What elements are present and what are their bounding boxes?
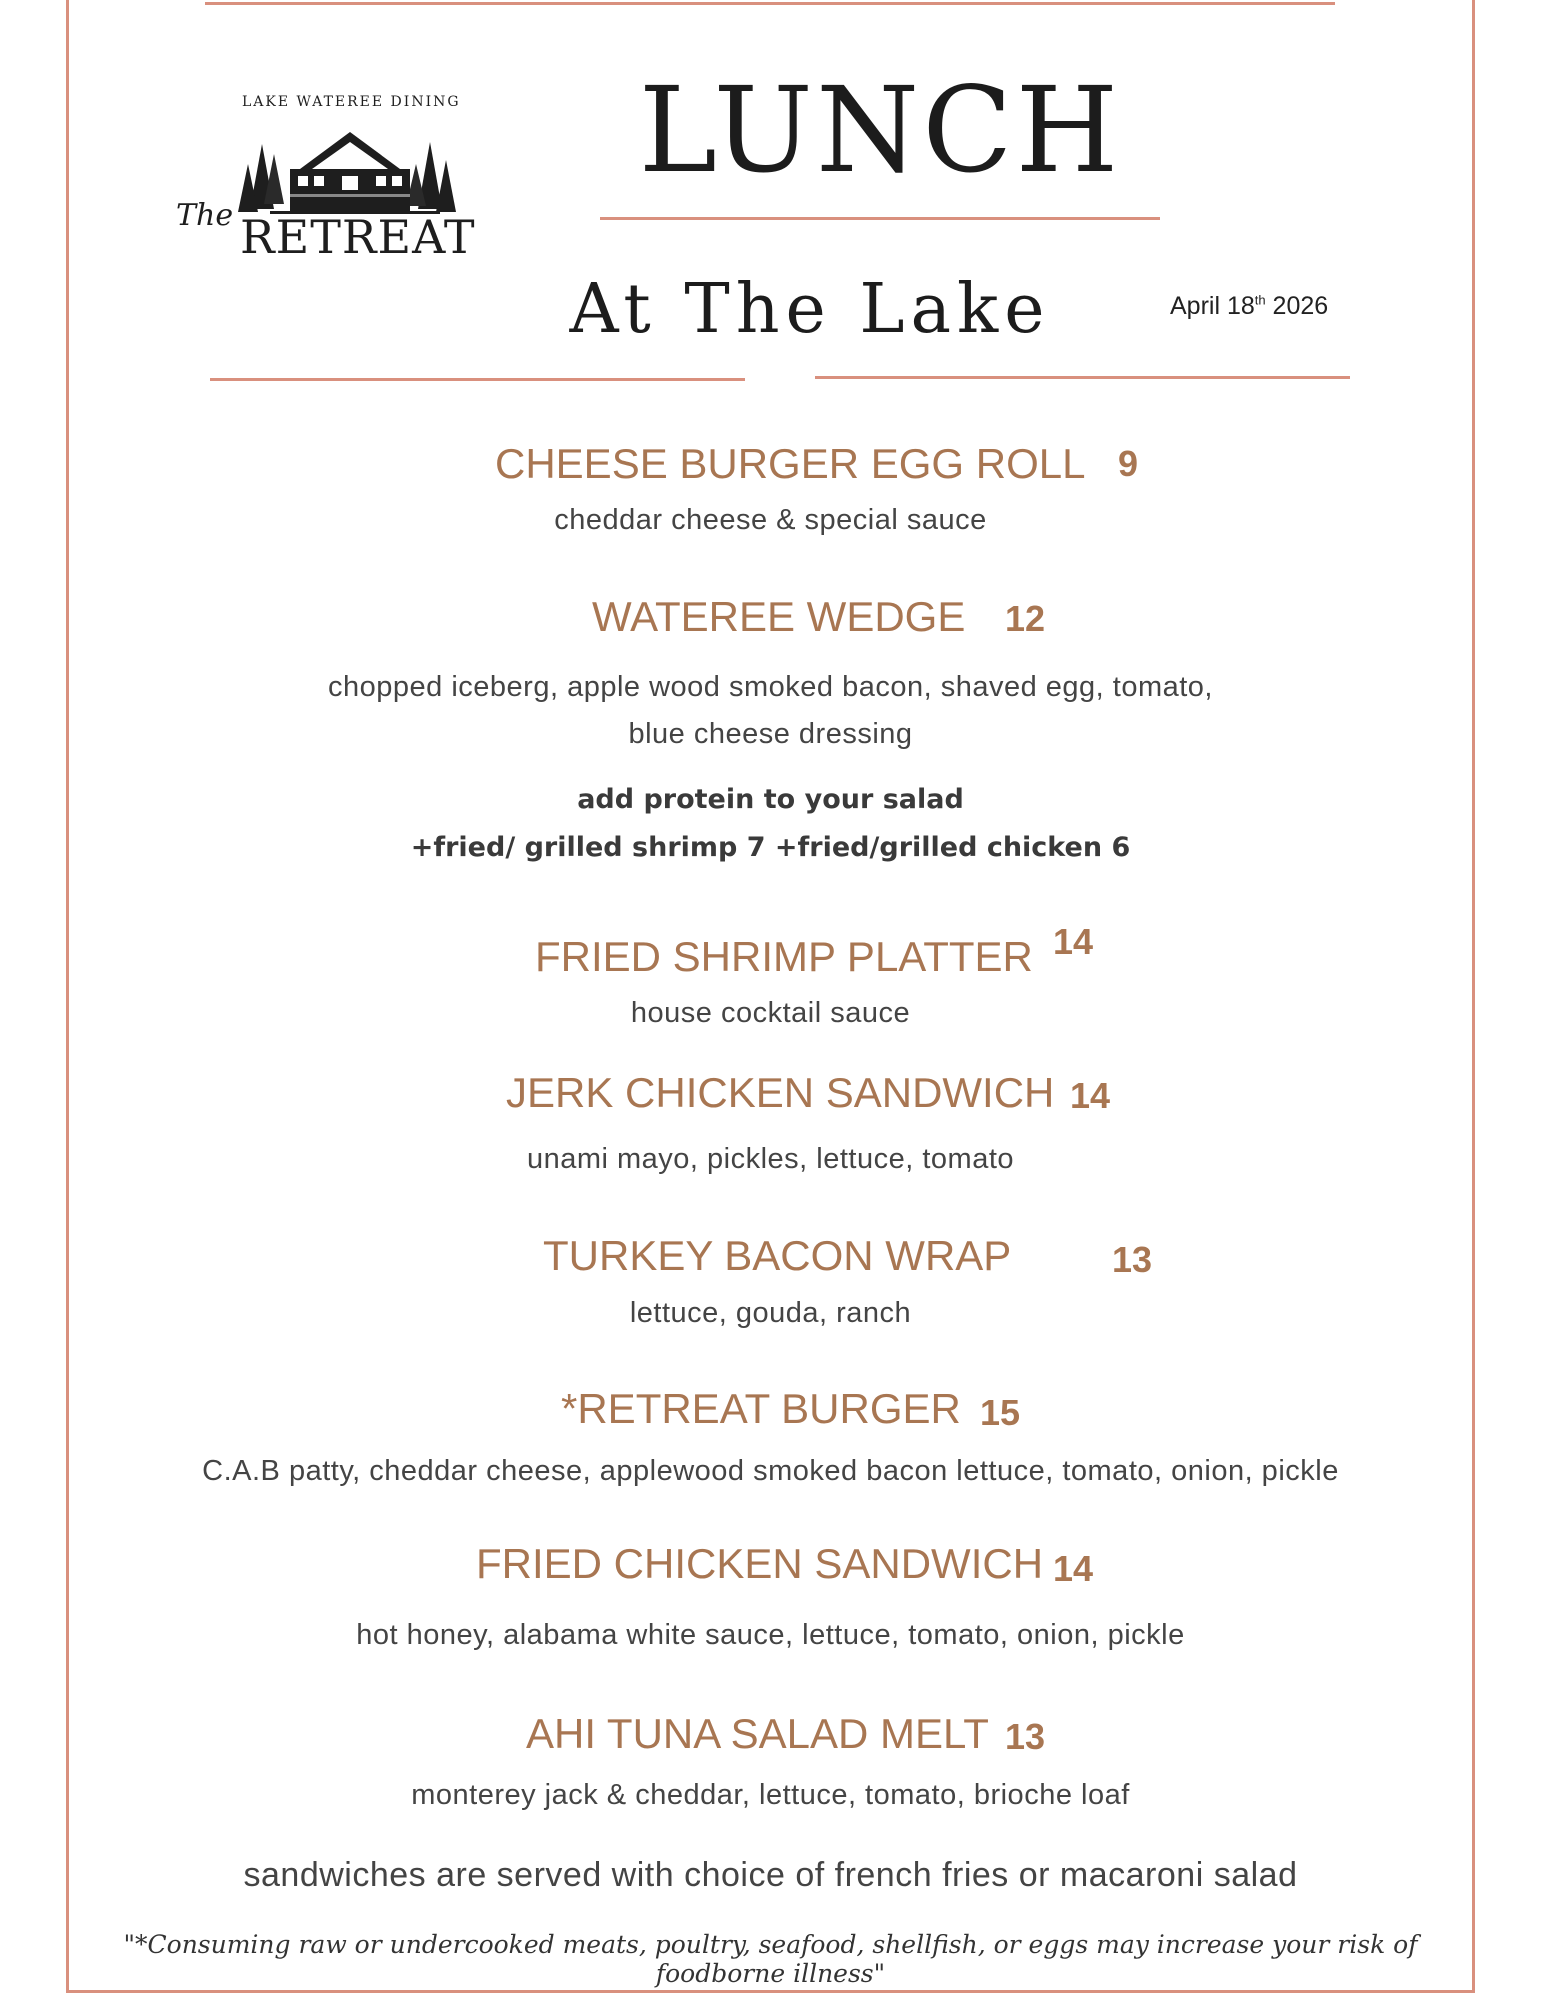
item-title: CHEESE BURGER EGG ROLL — [495, 440, 1086, 487]
protein-addon-heading: add protein to your salad — [577, 784, 964, 815]
retreat-logo — [170, 90, 480, 265]
item-title: JERK CHICKEN SANDWICH — [506, 1069, 1055, 1116]
item-description: blue cheese dressing — [628, 718, 913, 750]
item-description: C.A.B patty, cheddar cheese, applewood smoked bacon lettuce, tomato, onion, pickle — [202, 1455, 1339, 1487]
lodge-icon — [230, 114, 470, 224]
item-title: TURKEY BACON WRAP — [543, 1232, 1012, 1279]
protein-addon-options: +fried/ grilled shrimp 7 +fried/grilled chicken 6 — [410, 832, 1131, 863]
item-price: 14 — [1053, 1548, 1094, 1589]
item-price: 9 — [1118, 443, 1139, 484]
item-title: FRIED SHRIMP PLATTER — [535, 933, 1033, 980]
page-subtitle: At The Lake — [569, 270, 1051, 349]
item-price: 14 — [1070, 1075, 1111, 1116]
date-main: April 18 — [1170, 292, 1255, 320]
page-title: LUNCH — [638, 61, 1122, 199]
item-price: 14 — [1053, 921, 1094, 962]
item-description: lettuce, gouda, ranch — [629, 1297, 912, 1329]
item-description: unami mayo, pickles, lettuce, tomato — [526, 1143, 1015, 1175]
item-price: 15 — [980, 1392, 1021, 1433]
sides-note: sandwiches are served with choice of french fries or macaroni salad — [243, 1856, 1298, 1894]
item-price: 12 — [1005, 598, 1046, 639]
subtitle-rule-left — [210, 378, 745, 381]
item-description: cheddar cheese & special sauce — [554, 504, 987, 536]
logo-name: RETREAT — [240, 210, 476, 264]
item-title: WATEREE WEDGE — [592, 593, 966, 640]
date-year: 2026 — [1265, 292, 1329, 320]
item-description: monterey jack & cheddar, lettuce, tomato, brioche loaf — [411, 1779, 1130, 1811]
health-disclaimer: "*Consuming raw or undercooked meats, poultry, seafood, shellfish, or eggs may increase your risk of foodborne illness" — [123, 1930, 1418, 1988]
menu-date — [1170, 292, 1328, 321]
item-description: hot honey, alabama white sauce, lettuce, tomato, onion, pickle — [356, 1619, 1185, 1651]
item-title: AHI TUNA SALAD MELT — [526, 1710, 989, 1757]
date-suffix: th — [1254, 292, 1266, 308]
logo-caption: LAKE WATEREE DINING — [242, 94, 461, 110]
item-description: house cocktail sauce — [630, 997, 911, 1029]
item-title: *RETREAT BURGER — [561, 1385, 961, 1432]
title-underline — [600, 217, 1160, 220]
item-description: chopped iceberg, apple wood smoked bacon, shaved egg, tomato, — [328, 671, 1213, 703]
item-title: FRIED CHICKEN SANDWICH — [476, 1540, 1044, 1587]
subtitle-rule-right — [815, 376, 1350, 379]
item-price: 13 — [1112, 1239, 1153, 1280]
item-price: 13 — [1005, 1716, 1046, 1757]
logo-the: The — [176, 198, 234, 233]
